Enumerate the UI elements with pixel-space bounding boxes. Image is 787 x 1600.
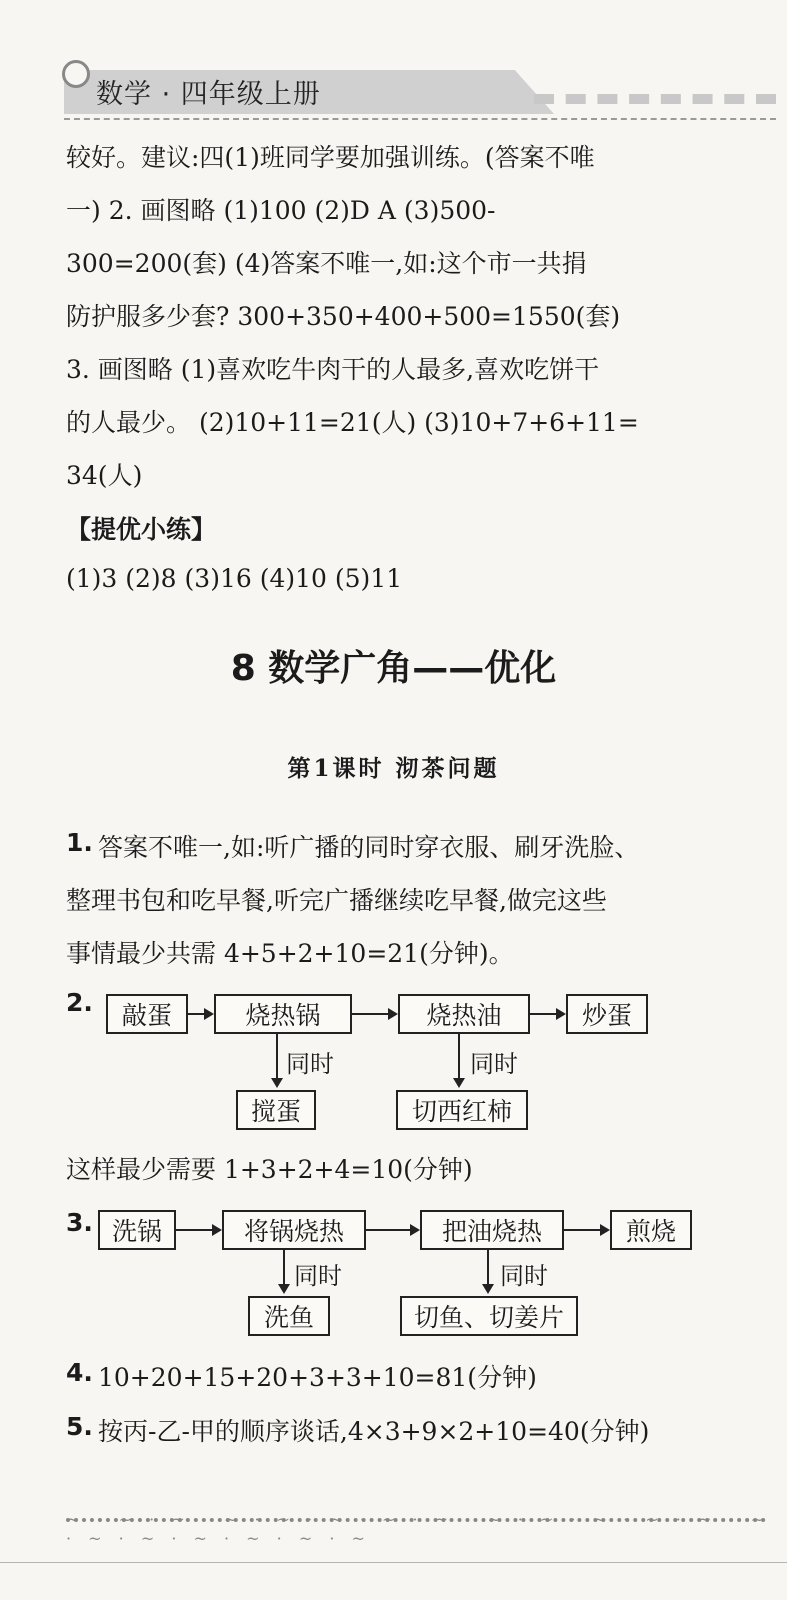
q3-arrow-line	[176, 1229, 212, 1231]
prev-line-5: 3. 画图略 (1)喜欢吃牛肉干的人最多,喜欢吃饼干	[66, 355, 600, 384]
q3-arrow-line	[366, 1229, 410, 1231]
lesson-title: 第1课时 沏茶问题	[287, 755, 500, 782]
practice-title: 【提优小练】	[66, 515, 217, 544]
q2-parallel-box: 搅蛋	[236, 1090, 316, 1130]
q2-arrow-head-icon	[204, 1008, 214, 1020]
q3-down-arrow-icon	[278, 1284, 290, 1294]
footer-wave-decoration: ~ · ~ · ~ · ~ · ~ · ~ · ~ · ~ · ~ · ~ · ~ · ~ · ~ · ~ · ~ · ~ · ~ · ~ · ~ · ~	[66, 1510, 771, 1548]
q3-down-arrow-icon	[482, 1284, 494, 1294]
q2-step-box: 烧热锅	[214, 994, 352, 1034]
prev-line-1: 较好。建议:四(1)班同学要加强训练。(答案不唯	[66, 143, 595, 172]
header-divider	[64, 118, 776, 120]
page-header	[64, 62, 776, 120]
q2-down-line	[458, 1034, 460, 1078]
q2-down-arrow-icon	[453, 1078, 465, 1088]
q3-step-box: 煎烧	[610, 1210, 692, 1250]
prev-line-2: 一) 2. 画图略 (1)100 (2)D A (3)500-	[66, 196, 496, 225]
q2-step-box: 敲蛋	[106, 994, 188, 1034]
q1-line-1: 答案不唯一,如:听广播的同时穿衣服、刷牙洗脸、	[98, 833, 640, 862]
q4-number: 4.	[66, 1358, 93, 1387]
q3-step-box: 把油烧热	[420, 1210, 564, 1250]
header-title: 数学 · 四年级上册	[96, 79, 321, 110]
q2-arrow-head-icon	[556, 1008, 566, 1020]
q1-line-2: 整理书包和吃早餐,听完广播继续吃早餐,做完这些	[66, 886, 607, 915]
q2-down-line	[276, 1034, 278, 1078]
prev-line-7: 34(人)	[66, 461, 143, 490]
q3-simultaneous-label: 同时	[294, 1262, 342, 1290]
practice-answers: (1)3 (2)8 (3)16 (4)10 (5)11	[66, 564, 403, 593]
q3-arrow-line	[564, 1229, 600, 1231]
q3-arrow-head-icon	[410, 1224, 420, 1236]
header-ring-icon	[62, 60, 90, 88]
chapter-title: 8 数学广角——优化	[230, 648, 557, 689]
q5-number: 5.	[66, 1412, 93, 1441]
footer-dotted-rule	[66, 1518, 766, 1522]
q2-arrow-line	[352, 1013, 388, 1015]
q4-text: 10+20+15+20+3+3+10=81(分钟)	[98, 1363, 537, 1392]
q2-simultaneous-label: 同时	[286, 1050, 334, 1078]
header-dash-decoration	[534, 94, 776, 104]
q2-step-box: 炒蛋	[566, 994, 648, 1034]
q2-simultaneous-label: 同时	[470, 1050, 518, 1078]
q1-number: 1.	[66, 828, 93, 857]
q3-step-box: 洗锅	[98, 1210, 176, 1250]
q2-arrow-line	[530, 1013, 556, 1015]
q2-down-arrow-icon	[271, 1078, 283, 1088]
q2-number: 2.	[66, 988, 93, 1017]
q5-text: 按丙-乙-甲的顺序谈话,4×3+9×2+10=40(分钟)	[98, 1417, 650, 1446]
q3-down-line	[283, 1250, 285, 1284]
q3-arrow-head-icon	[212, 1224, 222, 1236]
q3-parallel-box: 洗鱼	[248, 1296, 330, 1336]
q3-simultaneous-label: 同时	[500, 1262, 548, 1290]
q2-step-box: 烧热油	[398, 994, 530, 1034]
q2-result: 这样最少需要 1+3+2+4=10(分钟)	[66, 1155, 473, 1184]
q2-arrow-line	[188, 1013, 204, 1015]
q3-number: 3.	[66, 1208, 93, 1237]
q2-arrow-head-icon	[388, 1008, 398, 1020]
q3-arrow-head-icon	[600, 1224, 610, 1236]
footer-line	[0, 1562, 787, 1563]
prev-line-4: 防护服多少套? 300+350+400+500=1550(套)	[66, 302, 621, 331]
q3-parallel-box: 切鱼、切姜片	[400, 1296, 578, 1336]
q3-step-box: 将锅烧热	[222, 1210, 366, 1250]
q3-down-line	[487, 1250, 489, 1284]
prev-line-3: 300=200(套) (4)答案不唯一,如:这个市一共捐	[66, 249, 587, 278]
q1-line-3: 事情最少共需 4+5+2+10=21(分钟)。	[66, 939, 514, 968]
prev-line-6: 的人最少。 (2)10+11=21(人) (3)10+7+6+11=	[66, 408, 639, 437]
q2-parallel-box: 切西红柿	[396, 1090, 528, 1130]
